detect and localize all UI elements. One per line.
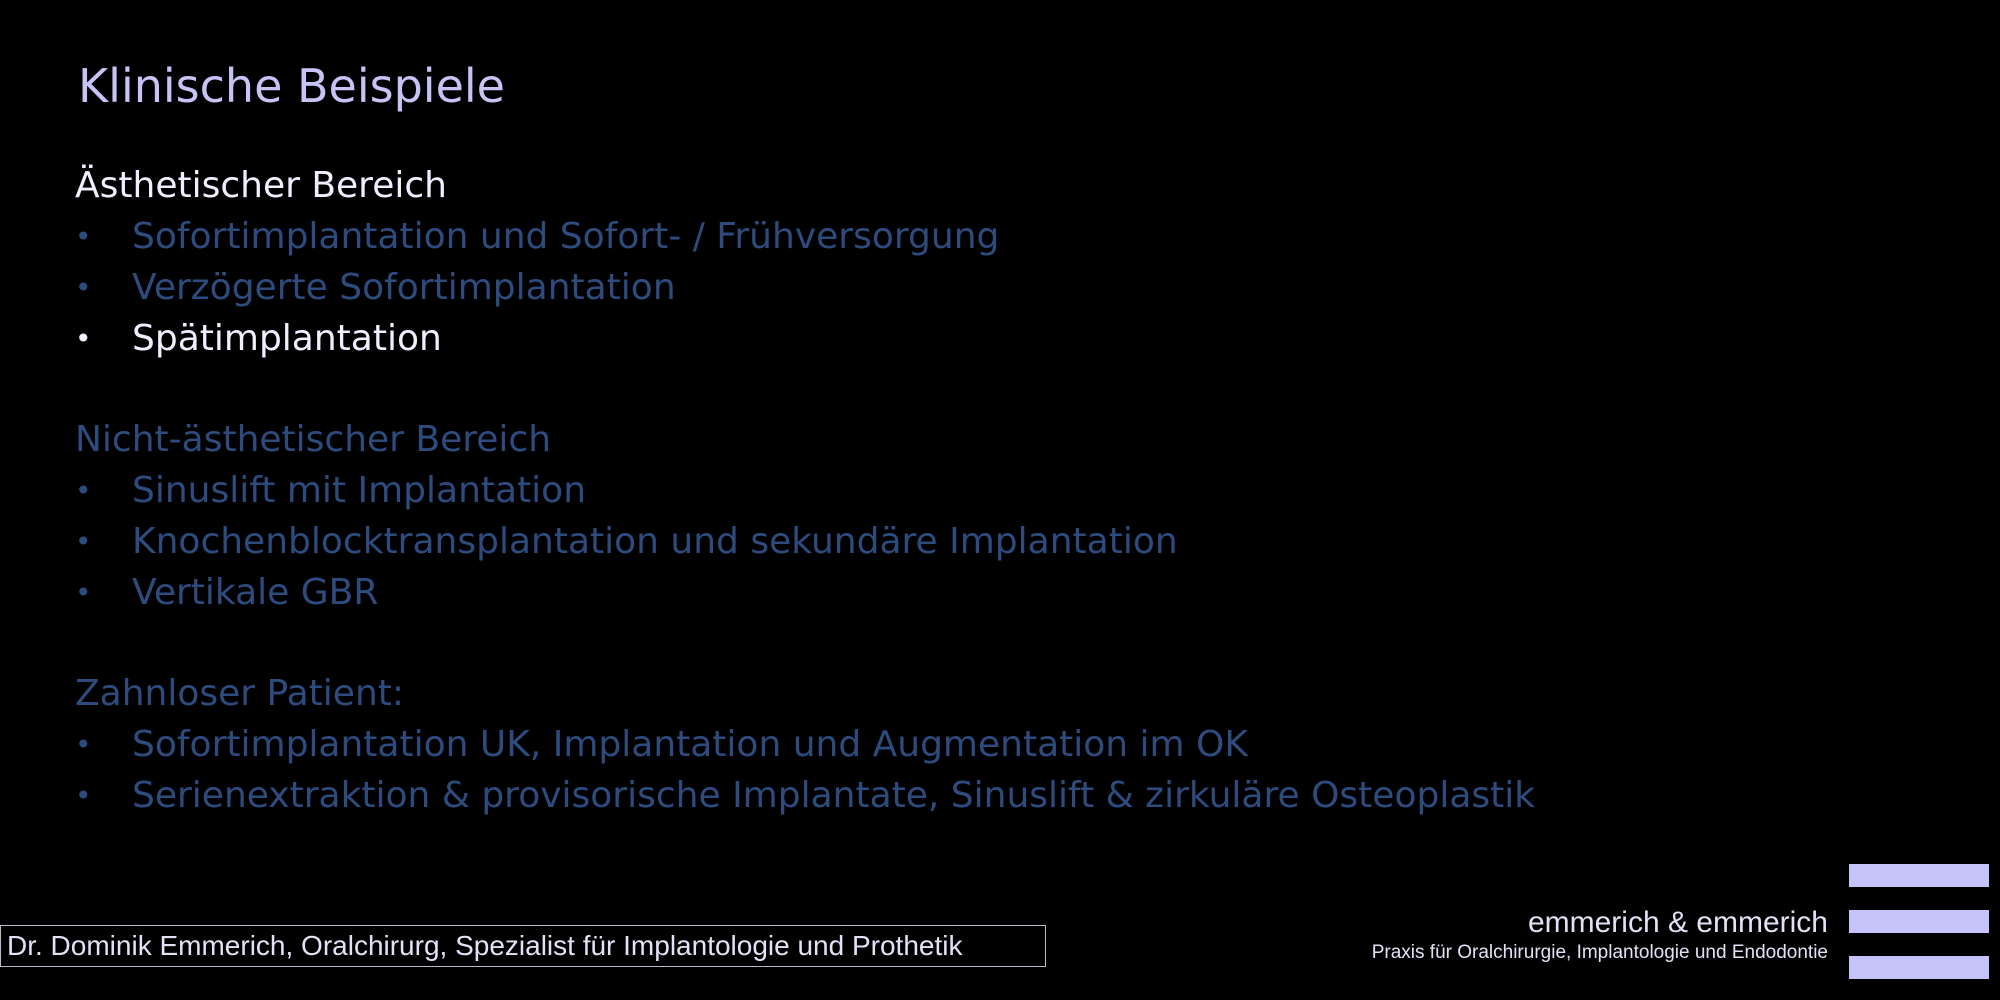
section-heading: Zahnloser Patient: — [75, 673, 405, 714]
item-list — [75, 719, 1775, 821]
three-horizontal-bars-logo-icon — [1849, 864, 1989, 979]
logo-bar — [1849, 864, 1989, 887]
list-item — [75, 567, 1775, 618]
bullet-icon: • — [75, 728, 92, 761]
bullet-icon: • — [75, 525, 92, 558]
list-item-text: Serienextraktion & provisorische Implantate, Sinuslift & zirkuläre Osteoplastik — [132, 775, 1536, 816]
list-item — [75, 516, 1775, 567]
brand-name: emmerich & emmerich — [1527, 906, 1828, 939]
list-item-text: Knochenblocktransplantation und sekundäre Implantation — [132, 521, 1178, 562]
bullet-icon: • — [75, 779, 92, 812]
list-item-text: Vertikale GBR — [132, 572, 379, 613]
list-item — [75, 465, 1775, 516]
list-item — [75, 262, 1775, 313]
list-item-text: Sofortimplantation und Sofort- / Frühversorgung — [132, 216, 1000, 257]
item-list — [75, 211, 1775, 364]
list-item-text: Spätimplantation — [132, 318, 442, 359]
section-heading: Ästhetischer Bereich — [75, 165, 447, 206]
list-item — [75, 313, 1775, 364]
practice-brand — [1372, 904, 1828, 964]
list-item-text: Verzögerte Sofortimplantation — [132, 267, 676, 308]
bullet-icon: • — [75, 220, 92, 253]
presenter-footer: Dr. Dominik Emmerich, Oralchirurg, Spezialist für Implantologie und Prothetik — [0, 925, 1046, 967]
section-non-aesthetic — [75, 414, 1775, 618]
list-item — [75, 770, 1775, 821]
slide-title: Klinische Beispiele — [78, 59, 505, 113]
bullet-icon: • — [75, 271, 92, 304]
bullet-icon: • — [75, 322, 92, 355]
logo-bar — [1849, 910, 1989, 933]
item-list — [75, 465, 1775, 618]
bullet-icon: • — [75, 474, 92, 507]
section-heading: Nicht-ästhetischer Bereich — [75, 419, 552, 460]
section-aesthetic — [75, 160, 1775, 364]
list-item — [75, 211, 1775, 262]
brand-tagline: Praxis für Oralchirurgie, Implantologie und Endodontie — [1371, 942, 1828, 963]
list-item-text: Sofortimplantation UK, Implantation und Augmentation im OK — [132, 724, 1248, 765]
slide-content — [75, 160, 1775, 871]
section-edentulous-patient — [75, 668, 1775, 821]
bullet-icon: • — [75, 576, 92, 609]
list-item-text: Sinuslift mit Implantation — [132, 470, 587, 511]
logo-bar — [1849, 956, 1989, 979]
list-item — [75, 719, 1775, 770]
